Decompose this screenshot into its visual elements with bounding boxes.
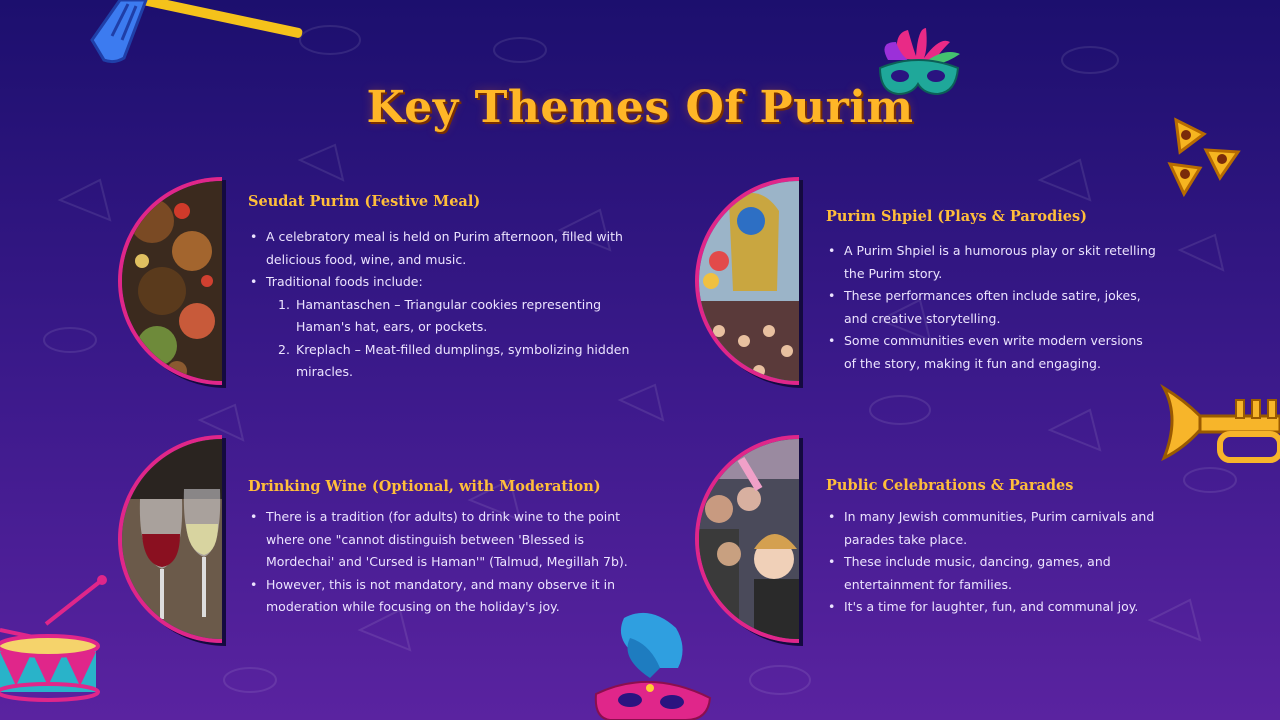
grogger-icon [84,0,304,64]
list-item: • There is a tradition (for adults) to drink wine to the point where one "cannot distinguish between 'Blessed is Mordechai' and 'Cursed is Haman'" (Talmud, Megillah 7b). [248,506,638,574]
section-heading: Purim Shpiel (Plays & Parodies) [826,208,1087,225]
section-heading: Seudat Purim (Festive Meal) [248,193,481,210]
item-number: 2. [278,341,290,357]
numbered-list [278,294,638,384]
item-text: Hamantaschen – Triangular cookies representing Haman's hat, ears, or pockets. [296,296,602,334]
list-item [248,271,638,384]
bullet-list [826,240,1156,375]
trumpet-icon [1160,378,1280,478]
bullet-list [248,226,638,384]
item-number: 1. [278,296,290,312]
list-item: • A celebratory meal is held on Purim afternoon, filled with delicious food, wine, and music. [248,226,638,271]
parade-float-photo [695,177,799,385]
drum-icon [0,574,110,704]
page-title: Key Themes Of Purim [366,82,914,133]
numbered-item [278,294,638,339]
list-item: • A Purim Shpiel is a humorous play or skit retelling the Purim story. [826,240,1156,285]
section-heading: Drinking Wine (Optional, with Moderation) [248,478,601,495]
festive-meal-photo [118,177,222,385]
item-text: Kreplach – Meat-filled dumplings, symbolizing hidden miracles. [296,341,630,379]
list-item-text: Traditional foods include: [266,274,423,289]
bullet-list [248,506,638,619]
wine-glasses-photo [118,435,222,643]
feather-mask-icon [590,608,720,720]
list-item: • It's a time for laughter, fun, and communal joy. [826,596,1156,619]
list-item: • Some communities even write modern versions of the story, making it fun and engaging. [826,330,1156,375]
bullet-list [826,506,1156,619]
list-item: • These include music, dancing, games, and entertainment for families. [826,551,1156,596]
list-item: • These performances often include satire, jokes, and creative storytelling. [826,285,1156,330]
list-item: • However, this is not mandatory, and many observe it in moderation while focusing on the holiday's joy. [248,574,638,619]
list-item: • In many Jewish communities, Purim carnivals and parades take place. [826,506,1156,551]
numbered-item [278,339,638,384]
section-heading: Public Celebrations & Parades [826,477,1074,494]
